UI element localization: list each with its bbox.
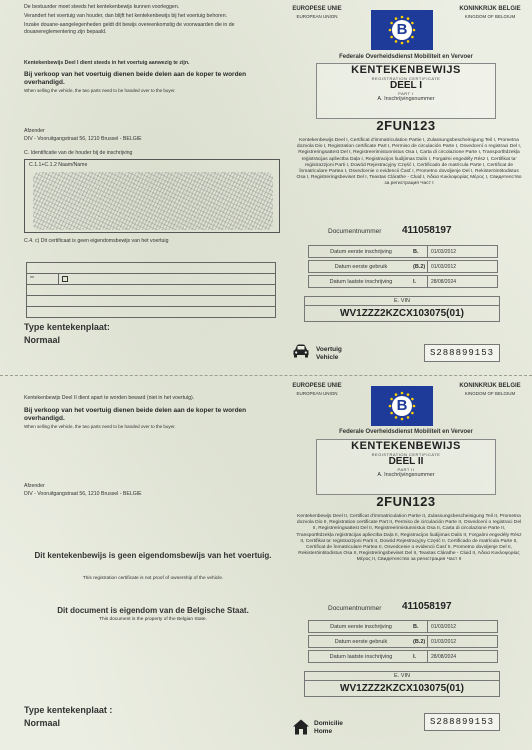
not-ownership-title: Dit kentekenbewijs is geen eigendomsbewijs van het voertuig. [34,551,272,560]
eu-flag-icon [371,386,433,426]
car-icon [292,343,310,359]
multilingual-title: Kentekenbewijs Deel II, Certificat d'immatriculation Partie II, Zulassungsbescheinigung Teil II, Prometna dozvola Dio II, Registration certificate Part II, Permiso de circulación Parte II, Osvedcení o registraci Del II, Registreringsattest Del II, Registreerimistunnistus Osa II, Carta di circolazione Parte II, Transportlīdzekļa reģistrācijas apliecība Daļa II, Registracijos liudijimas Dalis II, Forgalmi engedély Rész II, Certifikat ta' reġistrazzjoni Parti II, Dowód Rejestracyjny Część II, Certificado de matrícula Parte II, Certificat de înmatriculare Partea II, Osvedcenie o evidencii Časť II, Prometno dovoljenje Del II, Rekisteröintitodistus Osa II, Registreringsbeviset Del II, Teastas Clárathe - Cluid II, Άδεια Κυκλοφορίας Μέρος II, Свидетелство за регистрация Част II [296,514,522,563]
date-label: Datum eerste gebruik [334,638,388,645]
document-title: KENTEKENBEWIJS [351,64,461,76]
part1-plate-type-label: Type kentekenplaat: [24,322,110,332]
date-code: (B.2) [413,638,426,645]
intro-line: Inzake douane-aangelegenheden geldt dit bewijs overeenkomstig de voorwaarden die in de douanereglementering zijn bepaald. [24,22,235,35]
kingdom-label [450,383,530,397]
serial-number: S288899153 [424,713,500,731]
part2-must-line: Kentekenbewijs Deel II dient apart te worden beward (niet in het voertuig). [24,395,195,401]
date-last-registration-row [308,275,498,288]
perforation-line [0,375,532,376]
document-number-label: Documentnummer [328,228,382,235]
part2-sale-line: Bij verkoop van het voertuig dienen beide delen aan de koper te worden overhandigd. [24,407,247,422]
serial-number: S288899153 [424,344,500,362]
document-number: 411058197 [402,225,452,236]
vin-label: E. VIN [305,297,499,306]
owner-row-marker: ** [27,274,59,285]
part-label: DEEL I [389,80,423,91]
document-number: 411058197 [402,601,452,612]
home-icon [292,718,310,736]
document-title: KENTEKENBEWIJS [351,440,461,452]
vin-label: E. VIN [305,672,499,681]
plate-number: 2FUN123 [376,118,436,133]
date-code: (B.2) [413,263,426,270]
kingdom-label-en: KINGDOM OF BELGIUM [464,14,516,19]
part1-must-line: Kentekenbewijs Deel I dient steeds in het voertuig aanwezig te zijn. [24,60,190,66]
title-box [316,63,496,119]
registration-number-label: A. Inschrijvingsnummer [377,472,435,478]
owner-checkbox [62,276,68,282]
date-value: 01/03/2012 [427,261,497,272]
eu-label-nl: EUROPESE UNIE [292,6,342,12]
registration-number-label: A. Inschrijvingsnummer [377,96,435,102]
certificate-part-2 [0,377,532,750]
plate-number: 2FUN123 [376,494,436,509]
part2-afzender-label: Afzender [24,483,45,489]
date-first-use-row [308,635,498,648]
date-code: I. [413,653,417,660]
owner-table [26,262,276,318]
part2-plate-type-label: Type kentekenplaat : [24,705,113,715]
not-ownership-en: This registration certificate is not proof of ownership of the vehicle. [82,576,224,581]
kingdom-label-nl: KONINKRIJK BELGIE [459,6,521,12]
date-value: 28/08/2024 [427,276,497,287]
eu-label [282,383,352,397]
home-label-en: Home [314,727,333,735]
date-code: B. [413,248,419,255]
part1-owner-label: C.4. c) Dit certificaat is geen eigendomsbewijs van het voertuig [24,238,169,244]
owner-row [27,263,276,274]
part1-intro [24,4,274,38]
federal-service: Federale Overheidsdienst Mobiliteit en Vervoer [339,54,473,60]
document-number-label: Documentnummer [328,605,382,612]
part1-sale-en: When selling the vehicle, the two parts need to be handed over to the buyer. [24,88,176,93]
eu-label-en: EUROPEAN UNION [296,14,338,19]
intro-line: De bestuurder moet steeds het kentekenbewijs kunnen voorleggen. [24,4,180,10]
eu-label-en: EUROPEAN UNION [296,391,338,396]
vehicle-label-en: Vehicle [316,353,339,361]
date-label: Datum eerste gebruik [334,263,388,270]
document-title-en: REGISTRATION CERTIFICATE [371,76,441,81]
part2-sale-en: When selling the vehicle, the two parts need to be handed over to the buyer. [24,424,176,429]
owner-row [27,307,276,318]
kingdom-label-en: KINGDOM OF BELGIUM [464,391,516,396]
part-label-en: PART I [398,91,414,96]
holder-name-field: C.1.1+C.1.2 Naam/Name [29,162,88,168]
home-icon-label [314,720,343,735]
date-label: Datum laatste inschrijving [329,653,393,660]
part2-plate-type-value: Normaal [24,718,61,728]
holder-identification-box [24,159,280,233]
country-code-b: B [392,20,412,40]
vehicle-label-nl: Voertuig [316,346,342,353]
part2-afzender-value: DIV - Vooruitgangstraat 56, 1210 Brussel - BELGIE [24,491,142,497]
part1-plate-type-value: Normaal [24,335,61,345]
date-last-registration-row [308,650,498,663]
part1-sale-line: Bij verkoop van het voertuig dienen beide delen aan de koper te worden overhandigd. [24,71,247,86]
date-label: Datum eerste inschrijving [330,248,392,255]
eu-label-nl: EUROPESE UNIE [292,383,342,389]
date-label: Datum eerste inschrijving [330,623,392,630]
owner-row [27,296,276,307]
date-first-registration-row [308,620,498,633]
vin-value: WV1ZZZ2KZCX103075(01) [340,308,464,319]
multilingual-title: Kentekenbewijs Deel I, Certificat d'immatriculation Partie I, Zulassungsbescheinigung Teil I, Prometna dozvola Dio I, Registration certificate Part I, Permiso de circulación Parte I, Osvedcení o registraci Del I, Registreringsattest Del I, Registreerimistunnistus Osa I, Carta di circolazione Parte I, Transportlīdzekļa reģistrācijas apliecība Daļa I, Registracijos liudijimas Dalis I, Forgalmi engedély Rész I, Certifikat ta' reġistrazzjoni Parti I, Dowód Rejestracyjny Część I, Certificado de matrícula Parte I, Certificat de înmatriculare Partea I, Osvedcenie o evidencii Časť I, Prometno dovoljenje Del I, Rekisteröintitodistus Osa I, Registreringsbeviset Del I, Teastas Clárathe - Cluid I, Άδεια Κυκλοφορίας Μέρος I, Свидетелство за регистрация Част I [296,138,522,187]
part-label: DEEL II [388,456,424,467]
state-property-title: Dit document is eigendom van de Belgische Staat. [57,606,249,615]
document-title-en: REGISTRATION CERTIFICATE [371,452,441,457]
vehicle-icon-label [316,346,342,361]
kingdom-label [450,6,530,20]
home-label-nl: Domicilie [314,720,343,727]
owner-row [27,285,276,296]
vin-box [304,296,500,322]
date-code: B. [413,623,419,630]
redacted-holder-name [33,172,273,230]
title-box [316,439,496,495]
kingdom-label-nl: KONINKRIJK BELGIE [459,383,521,389]
intro-line: Verandert het voertuig van houder, dan blijft het kentekenbewijs bij het voertuig behoren. [24,13,228,19]
country-code-b: B [392,396,412,416]
owner-row [59,274,276,285]
date-code: I. [413,278,417,285]
date-value: 28/08/2024 [427,651,497,662]
federal-service: Federale Overheidsdienst Mobiliteit en Vervoer [339,429,473,435]
part1-holder-label: C. Identificatie van de houder bij de inschrijving [24,150,133,156]
date-value: 01/03/2012 [427,636,497,647]
vin-value: WV1ZZZ2KZCX103075(01) [340,683,464,694]
eu-flag-icon [371,10,433,50]
part1-afzender-label: Afzender [24,128,45,134]
date-label: Datum laatste inschrijving [329,278,393,285]
date-value: 01/03/2012 [427,246,497,257]
vin-box [304,671,500,697]
state-property-en: This document is the property of the Belgian State. [99,617,207,622]
date-first-registration-row [308,245,498,258]
eu-label [282,6,352,20]
date-value: 01/03/2012 [427,621,497,632]
date-first-use-row [308,260,498,273]
part-label-en: PART II [397,467,415,472]
part1-afzender-value: DIV - Vooruitgangstraat 56, 1210 Brussel - BELGIE [24,136,142,142]
